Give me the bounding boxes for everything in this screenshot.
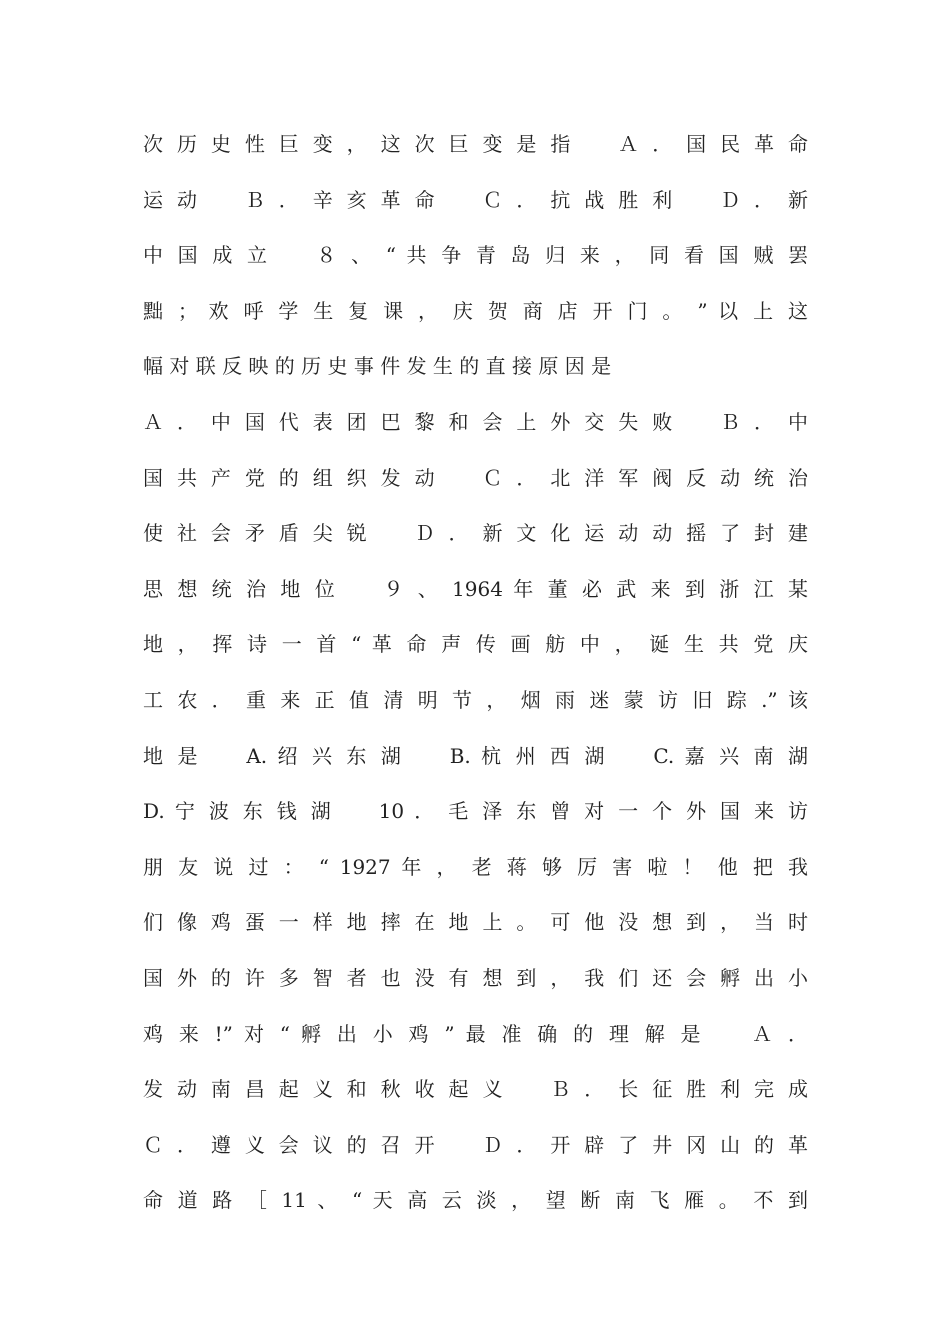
text-line: 国 共 产 党 的 组 织 发 动 Ｃ ． 北 洋 军 阀 反 动 统 治 xyxy=(143,465,808,490)
text-line: 幅 对 联 反 映 的 历 史 事 件 发 生 的 直 接 原 因 是 xyxy=(143,354,612,379)
text-line: 地 ， 挥 诗 一 首 “ 革 命 声 传 画 舫 中 ， 诞 生 共 党 庆 xyxy=(143,632,808,657)
text-line: 中 国 成 立 ８ 、 “ 共 争 青 岛 归 来 ， 同 看 国 贼 罢 xyxy=(143,243,808,268)
text-line: 使 社 会 矛 盾 尖 锐 Ｄ ． 新 文 化 运 动 动 摇 了 封 建 xyxy=(143,521,808,546)
text-line: Ｃ ． 遵 义 会 议 的 召 开 Ｄ ． 开 辟 了 井 冈 山 的 革 xyxy=(143,1132,808,1157)
text-line: 运 动 Ｂ ． 辛 亥 革 命 Ｃ ． 抗 战 胜 利 Ｄ ． 新 xyxy=(143,187,808,212)
text-line: 鸡 来 !” 对 “ 孵 出 小 鸡 ” 最 准 确 的 理 解 是 Ａ ． xyxy=(143,1021,808,1046)
text-line: 发 动 南 昌 起 义 和 秋 收 起 义 Ｂ ． 长 征 胜 利 完 成 xyxy=(143,1077,808,1102)
text-line: 工 农 ． 重 来 正 值 清 明 节 ， 烟 雨 迷 蒙 访 旧 踪 .” 该 xyxy=(143,687,808,712)
text-line: 思 想 统 治 地 位 ９ 、 1964 年 董 必 武 来 到 浙 江 某 xyxy=(143,576,808,601)
text-line: D. 宁 波 东 钱 湖 10 ． 毛 泽 东 曾 对 一 个 外 国 来 访 xyxy=(143,799,808,824)
text-line: 次 历 史 性 巨 变 ， 这 次 巨 变 是 指 Ａ ． 国 民 革 命 xyxy=(143,132,808,156)
text-line: 地 是 A. 绍 兴 东 湖 B. 杭 州 西 湖 C. 嘉 兴 南 湖 xyxy=(143,743,808,768)
text-line: 国 外 的 许 多 智 者 也 没 有 想 到 ， 我 们 还 会 孵 出 小 xyxy=(143,965,808,990)
text-line: 命 道 路 ［ 11 、 “ 天 高 云 淡 ， 望 断 南 飞 雁 。 不 到 xyxy=(143,1188,808,1213)
text-line: 朋 友 说 过 ： “ 1927 年 ， 老 蒋 够 厉 害 啦 ！ 他 把 我 xyxy=(143,854,808,879)
text-line: 黜 ； 欢 呼 学 生 复 课 ， 庆 贺 商 店 开 门 。 ” 以 上 这 xyxy=(143,298,808,323)
text-body xyxy=(143,117,808,1229)
text-line: Ａ ． 中 国 代 表 团 巴 黎 和 会 上 外 交 失 败 Ｂ ． 中 xyxy=(143,409,808,434)
text-line: 们 像 鸡 蛋 一 样 地 摔 在 地 上 。 可 他 没 想 到 ， 当 时 xyxy=(143,910,808,935)
